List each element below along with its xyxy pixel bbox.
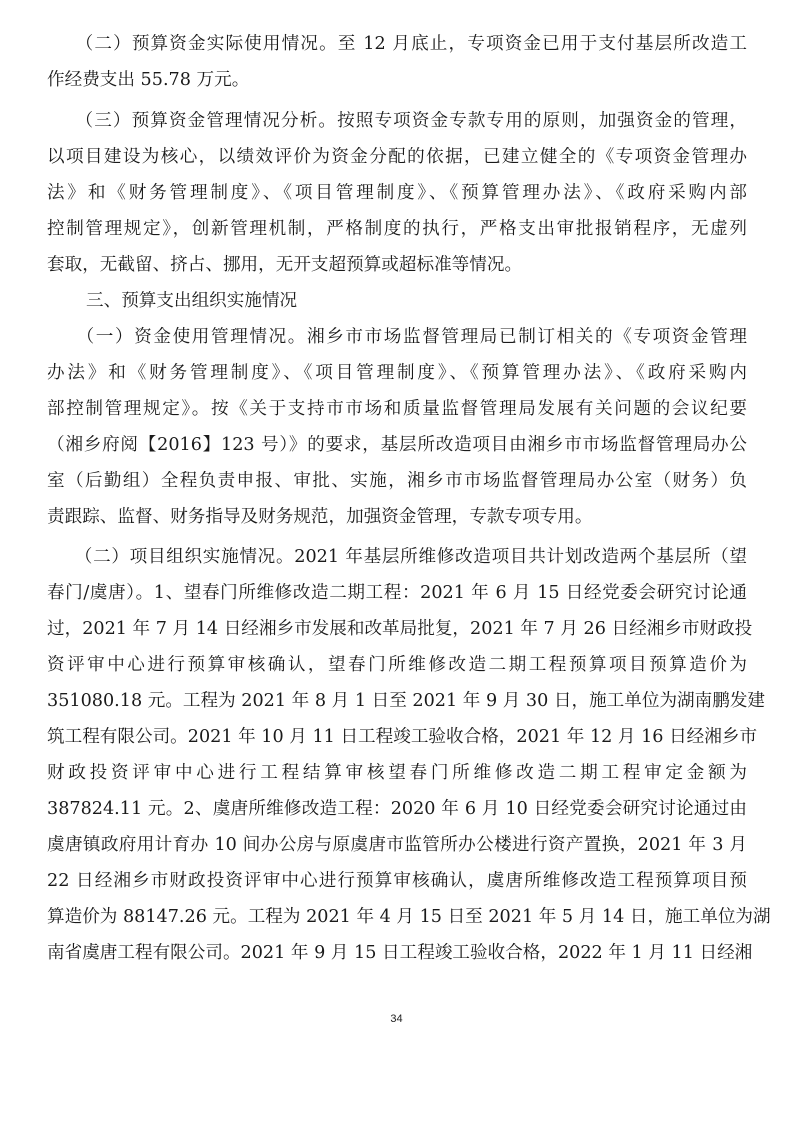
paragraph-line: 22 日经湘乡市财政投资评审中心进行预算审核确认，虞唐所维修改造工程预算项目预 bbox=[47, 871, 747, 891]
paragraph-line: 南省虞唐工程有限公司。2021 年 9 月 15 日工程竣工验收合格，2022 年 1 月 11 日经湘 bbox=[47, 943, 753, 963]
paragraph-line: 虞唐镇政府用计育办 10 间办公房与原虞唐市监管所办公楼进行资产置换，2021 年 3 月 bbox=[47, 835, 747, 855]
paragraph-line: （湘乡府阅【2016】123 号）》的要求，基层所改造项目由湘乡市市场监督管理局办公 bbox=[47, 435, 747, 455]
paragraph-line: 以项目建设为核心，以绩效评价为资金分配的依据，已建立健全的《专项资金管理办 bbox=[47, 147, 747, 167]
paragraph-line: （三）预算资金管理情况分析。按照专项资金专款专用的原则，加强资金的管理， bbox=[47, 111, 747, 131]
paragraph-line: 过，2021 年 7 月 14 日经湘乡市发展和改革局批复，2021 年 7 月 26 日经湘乡市财政投 bbox=[47, 619, 753, 639]
paragraph-line: 法》和《财务管理制度》、《项目管理制度》、《预算管理办法》、《政府采购内部 bbox=[47, 183, 747, 203]
paragraph-line: 351080.18 元。工程为 2021 年 8 月 1 日至 2021 年 9 月 30 日，施工单位为湖南鹏发建 bbox=[47, 691, 766, 711]
paragraph-line: （二）项目组织实施情况。2021 年基层所维修改造项目共计划改造两个基层所（望 bbox=[47, 547, 747, 567]
section-heading: 三、预算支出组织实施情况 bbox=[86, 291, 298, 311]
paragraph-line: 财政投资评审中心进行工程结算审核望春门所维修改造二期工程审定金额为 bbox=[47, 763, 747, 783]
paragraph-line: 套取，无截留、挤占、挪用，无开支超预算或超标准等情况。 bbox=[47, 255, 523, 275]
paragraph-line: 算造价为 88147.26 元。工程为 2021 年 4 月 15 日至 2021 年 5 月 14 日，施工单位为湖 bbox=[47, 907, 771, 927]
paragraph-line: （一）资金使用管理情况。湘乡市市场监督管理局已制订相关的《专项资金管理 bbox=[47, 327, 747, 347]
page-number: 34 bbox=[390, 1013, 403, 1025]
paragraph-line: 春门/虞唐）。1、望春门所维修改造二期工程：2021 年 6 月 15 日经党委会研究讨论通 bbox=[47, 583, 747, 603]
paragraph-line: 资评审中心进行预算审核确认，望春门所维修改造二期工程预算项目预算造价为 bbox=[47, 655, 747, 675]
paragraph-line: 室（后勤组）全程负责申报、审批、实施，湘乡市市场监督管理局办公室（财务）负 bbox=[47, 471, 747, 491]
paragraph-line: 控制管理规定》，创新管理机制，严格制度的执行，严格支出审批报销程序，无虚列 bbox=[47, 219, 747, 239]
paragraph-line: 筑工程有限公司。2021 年 10 月 11 日工程竣工验收合格，2021 年 12 月 16 日经湘乡市 bbox=[47, 727, 758, 747]
paragraph-line: 作经费支出 55.78 万元。 bbox=[47, 70, 250, 90]
paragraph-line: 387824.11 元。2、虞唐所维修改造工程：2020 年 6 月 10 日经党委会研究讨论通过由 bbox=[47, 799, 747, 819]
paragraph-line: 办法》和《财务管理制度》、《项目管理制度》、《预算管理办法》、《政府采购内 bbox=[47, 363, 747, 383]
paragraph-line: （二）预算资金实际使用情况。至 12 月底止，专项资金已用于支付基层所改造工 bbox=[47, 34, 747, 54]
paragraph-line: 责跟踪、监督、财务指导及财务规范，加强资金管理，专款专项专用。 bbox=[47, 507, 593, 527]
paragraph-line: 部控制管理规定》。按《关于支持市市场和质量监督管理局发展有关问题的会议纪要 bbox=[47, 399, 747, 419]
